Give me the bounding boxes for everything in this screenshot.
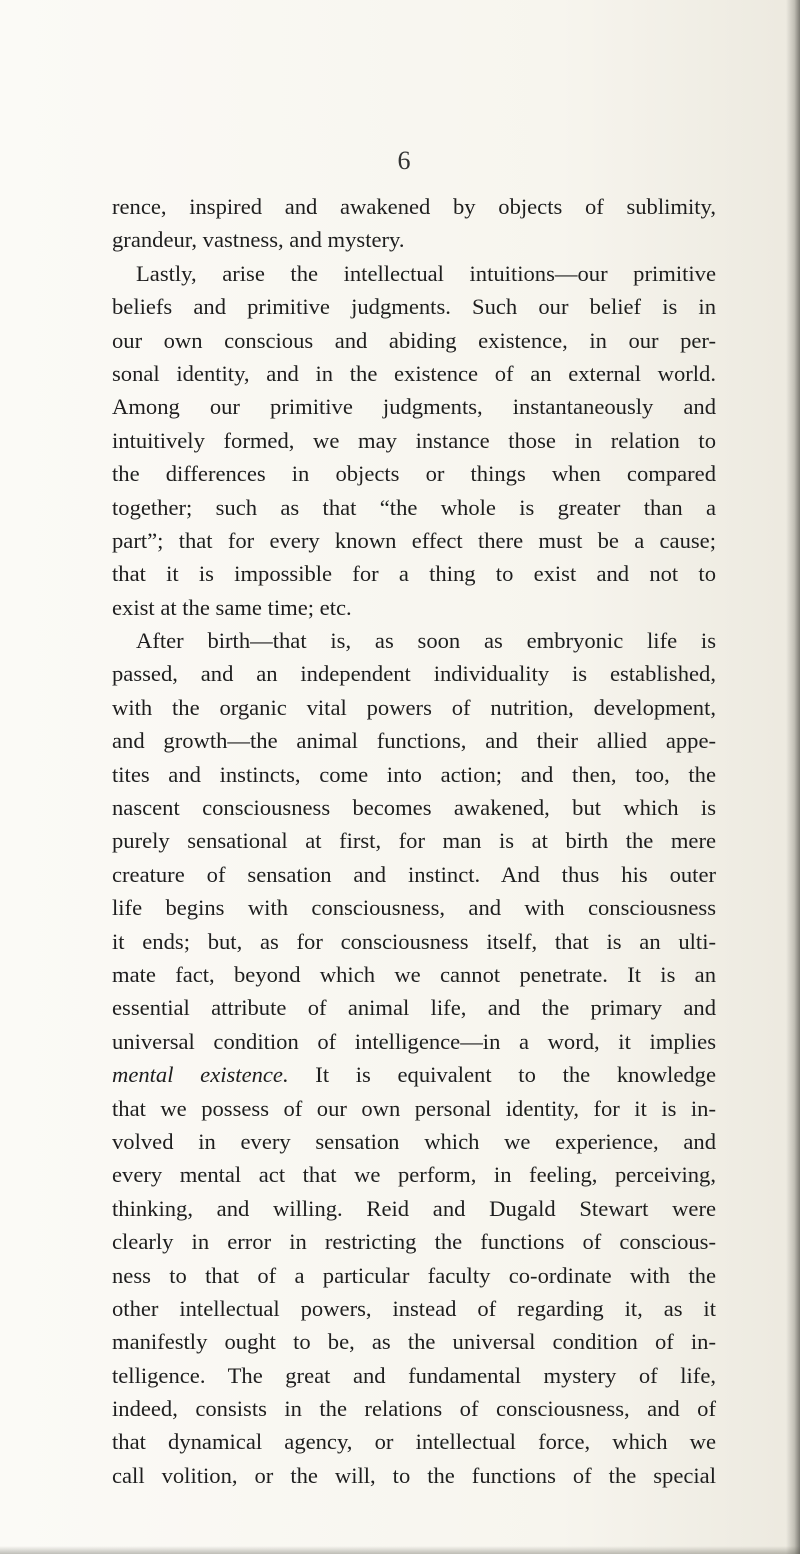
text-line: together; such as that “the whole is greater than a: [112, 494, 716, 520]
text-line: call volition, or the will, to the functions of the special: [112, 1462, 716, 1488]
page-edge-shadow: [786, 0, 800, 1554]
text-line: intuitively formed, we may instance those in relation to: [112, 427, 716, 453]
text-line: tites and instincts, come into action; and then, too, the: [112, 761, 716, 787]
text-segment: It is equivalent to the knowledge: [288, 1062, 716, 1088]
text-line: rence, inspired and awakened by objects of sublimity,: [112, 194, 716, 219]
text-line: with the organic vital powers of nutrition, development,: [112, 694, 716, 720]
text-line: grandeur, vastness, and mystery.: [112, 227, 405, 253]
page-bottom-edge: [0, 1546, 800, 1554]
text-line: nascent consciousness becomes awakened, but which is: [112, 795, 716, 821]
text-line: purely sensational at first, for man is at birth the mere: [112, 828, 716, 854]
page-number: 6: [397, 146, 411, 175]
text-line-mixed: [112, 1058, 716, 1091]
text-line: indeed, consists in the relations of consciousness, and of: [112, 1396, 716, 1422]
text-line: that it is impossible for a thing to exist and not to: [112, 561, 716, 587]
text-line: it ends; but, as for consciousness itself, that is an ulti-: [112, 928, 716, 954]
text-line: Among our primitive judgments, instantaneously and: [112, 394, 716, 420]
text-line: life begins with consciousness, and with consciousness: [112, 895, 716, 921]
text-line: volved in every sensation which we experience, and: [112, 1128, 716, 1154]
text-line: telligence. The great and fundamental mystery of life,: [112, 1362, 716, 1388]
text-line: clearly in error in restricting the functions of conscious-: [112, 1229, 716, 1255]
text-line: and growth—the animal functions, and their allied appe-: [112, 728, 716, 754]
text-line: universal condition of intelligence—in a word, it implies: [112, 1028, 716, 1054]
text-line: mate fact, beyond which we cannot penetrate. It is an: [112, 961, 716, 987]
text-line: After birth—that is, as soon as embryonic life is: [136, 628, 716, 654]
text-line: that we possess of our own personal identity, for it is in-: [112, 1095, 716, 1121]
text-line: manifestly ought to be, as the universal condition of in-: [112, 1329, 716, 1355]
text-line: that dynamical agency, or intellectual force, which we: [112, 1429, 716, 1455]
text-line: our own conscious and abiding existence, in our per-: [112, 327, 716, 353]
text-line: essential attribute of animal life, and the primary and: [112, 995, 716, 1021]
text-line: other intellectual powers, instead of regarding it, as it: [112, 1295, 716, 1321]
text-line: Lastly, arise the intellectual intuitions—our primitive: [136, 260, 716, 286]
text-line: ness to that of a particular faculty co-ordinate with the: [112, 1262, 716, 1288]
text-line: exist at the same time; etc.: [112, 594, 352, 620]
text-line: the differences in objects or things when compared: [112, 461, 716, 487]
body-text: [112, 190, 716, 1492]
text-line: thinking, and willing. Reid and Dugald Stewart were: [112, 1195, 716, 1221]
text-line: every mental act that we perform, in feeling, perceiving,: [112, 1162, 716, 1188]
italic-phrase: mental existence.: [112, 1062, 289, 1088]
text-line: sonal identity, and in the existence of an external world.: [112, 360, 716, 386]
text-line: part”; that for every known effect there must be a cause;: [112, 527, 716, 553]
text-line: creature of sensation and instinct. And thus his outer: [112, 861, 716, 887]
text-line: beliefs and primitive judgments. Such our belief is in: [112, 294, 716, 320]
text-line: passed, and an independent individuality is established,: [112, 661, 716, 687]
